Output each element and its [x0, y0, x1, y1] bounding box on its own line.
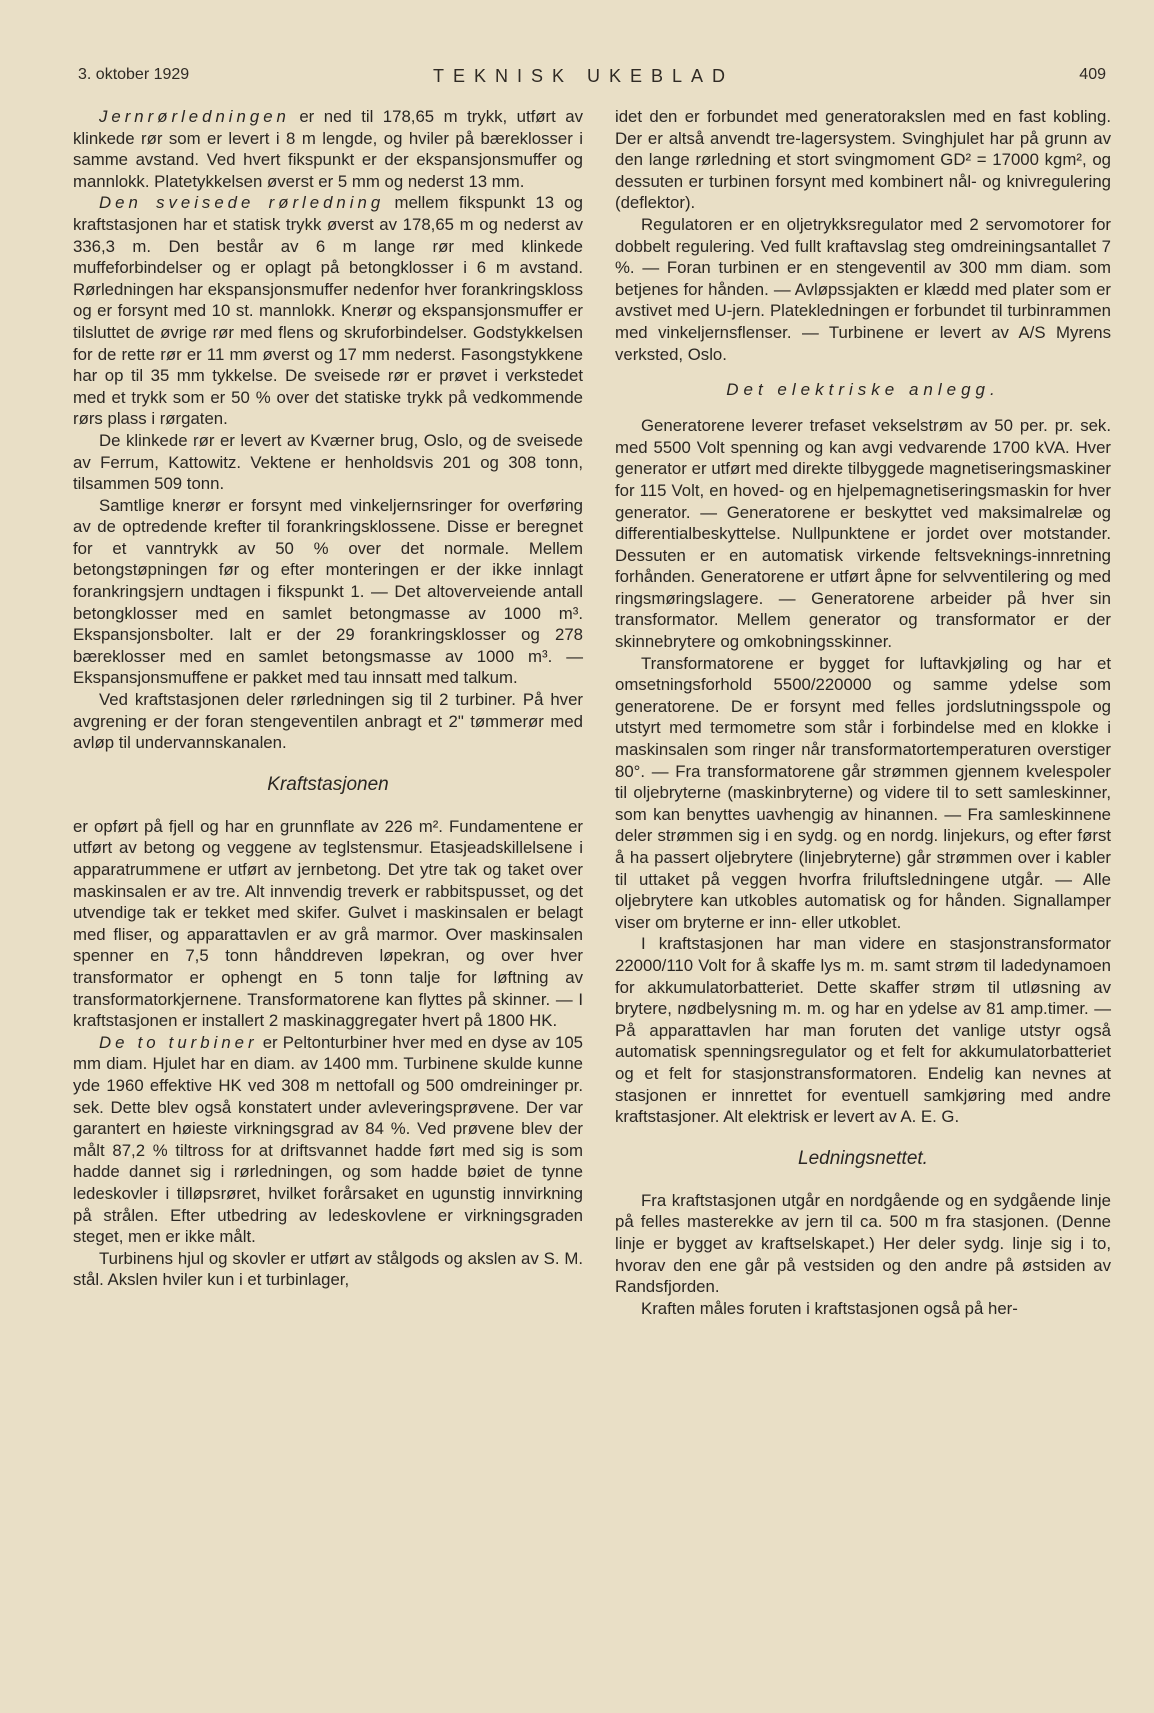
section-heading-kraftstasjonen: Kraftstasjonen: [267, 773, 389, 795]
paragraph-jernrorledningen: Jernrørledningen er ned til 178,65 m trykk, utført av klinkede rør som er levert i 8 m lengde, og hviler på bæreklosser i samme avstand. Ved hvert fikspunkt er der ekspansjonsmuffer og mannlokk. Platetykkelsen øverst er 5 mm og nederst 13 mm.: [73, 107, 583, 191]
header-page-number: 409: [1079, 66, 1106, 83]
paragraph-turbiner: De to turbiner er Peltonturbiner hver med en dyse av 105 mm diam. Hjulet har en diam. av 1400 mm. Turbinene skulde kunne yde 1960 effektive HK ved 308 m nettofall og 500 omdreininger pr. sek. Dette blev også konstatert under avleveringsprøvene. Der var garantert en høieste virkningsgrad av 84 %. Ved prøvene blev der målt 87,2 % tiltross for at driftsvannet hadde ført med sig is som hadde dannet sig i rørledningen, og som hadde bøiet de tynne ledeskovler i tilløpsrøret, hvilket forårsaket en ugunstig innvirkning på strålen. Efter utbedring av ledeskovlene er virkningsgraden steget, men er ikke målt.: [73, 1032, 584, 1247]
section-heading-elektriske-anlegg: Det elektriske anlegg.: [726, 380, 1000, 400]
paragraph-kraftstasjonen: er opført på fjell og har en grunnflate av 226 m². Fundamentene er utført av betong og veggene av teglstensmur. Etasjeadskillelsene i apparatrummene er utført av jernbetong. Det ytre tak og taket over maskinsalen er av tre. Alt innvendig treverk er rabbitspusset, og det utvendige tak er tekket med skifer. Gulvet i maskinsalen er belagt med fliser, og apparattavlen er av grå marmor. Over maskinsalen spenner en 7,5 tonn hånddreven løpekran, og over hver transformator er ophengt en 5 tonn talje for løftning av transformatorkjernene. Transformatorene kan flyttes på skinner. — I kraftstasjonen er installert 2 maskinaggregater hvert på 1800 HK.: [73, 816, 583, 1031]
paragraph-linjer: Fra kraftstasjonen utgår en nordgående og en sydgående linje på felles masterekke av jern til ca. 500 m fra stasjonen. (Denne linje er bygget av kraftselskapet.) Her deler sydg. linje sig i to, hvorav den ene går på vestsiden og den andre på østsiden av Randsfjorden.: [615, 1190, 1111, 1297]
paragraph-sveisede-rorledning: Den sveisede rørledning mellem fikspunkt 13 og kraftstasjonen har et statisk trykk øverst av 178,65 m og nederst av 336,3 m. Den består av 6 m lange rør med klinkede muffeforbindelser og er oplagt på betongklosser i 6 m avstand. Rørledningen har ekspansjonsmuffer nedenfor hver forankringskloss og er forsynt med 10 st. mannlokk. Knerør og ekspansjonsmuffer er tilsluttet de øvrige rør med flens og skruforbindelser. Godstykkelsen for de rette rør er 11 mm øverst og 17 mm nederst. Fasongstykkene har op til 35 mm tykkelse. De sveisede rør er prøvet i verkstedet med et trykk som er 50 % over det statiske trykk på vedkommende rørs plass i rørgaten.: [73, 193, 583, 429]
header-journal-title: TEKNISK UKEBLAD: [433, 66, 735, 86]
paragraph-generatorene: Generatorene leverer trefaset vekselstrøm av 50 per. pr. sek. med 5500 Volt spenning og kan avgi vedvarende 1700 kVA. Hver generator er utført med direkte tilbyggede magnetiseringsmaskiner for 115 Volt, en hoved- og en hjelpemagnetiseringsmaskin for hver generator. — Generatorene er beskyttet ved maksimalrelæ og differentialbeskyttelse. Nullpunktene er jordet over motstander. Dessuten er en automatisk virkende feltsveknings-innretning forhånden. Generatorene er utført åpne for selvventilering og med ringsmøringslagere. — Generatorene arbeider på hver sin transformator. Mellem generator og transformator er der skinnebrytere og omkobningsskinner.: [615, 416, 1111, 652]
running-header: [78, 66, 1106, 90]
lead-term: De to turbiner: [99, 1032, 258, 1052]
lead-term: Jernrørledningen: [99, 107, 290, 126]
paragraph-kraften-males: Kraften måles foruten i kraftstasjonen også på her-: [641, 1298, 1018, 1318]
paragraph-kobling: idet den er forbundet med generatorakslen med en fast kobling. Der er altså anvendt tre-lagersystem. Svinghjulet har på grunn av den lange rørledning et stort svingmoment GD² = 17000 kgm², og dessuten er turbinen forsynt med kombinert nål- og knivregulering (deflektor).: [615, 107, 1111, 213]
paragraph-leverandorer: De klinkede rør er levert av Kværner brug, Oslo, og de sveisede av Ferrum, Kattowitz. Vektene er henholdsvis 201 og 308 tonn, tilsammen 509 tonn.: [73, 430, 583, 494]
paragraph-turbinens-hjul: Turbinens hjul og skovler er utført av stålgods og akslen av S. M. stål. Akslen hviler kun i et turbinlager,: [73, 1248, 583, 1290]
header-date: 3. oktober 1929: [78, 66, 190, 83]
paragraph-transformatorene: Transformatorene er bygget for luftavkjøling og har et omsetningsforhold 5500/220000 og samme ydelse som generatorene. De er forsynt med felles jordslutningsspole og utstyrt med termometre som står i forbindelse med en klokke i maskinsalen som ringer når transformatortemperaturen overstiger 80°. — Fra transformatorene går strømmen gjennem kvelespoler til oljebryterne (maskinbryterne) og videre til to sett samleskinner, som kan benyttes uavhengig av hinannen. — Fra samleskinnene deler strømmen sig i en sydg. og en nordg. linjekurs, og efter først å ha passert oljebrytere (linjebryterne) går strømmen over i kabler til uttaket på veggen hvorfra friluftsledningene utgår. — Alle oljebrytere kan utkobles automatisk og for hånden. Signallamper viser om bryterne er inn- eller utkoblet.: [615, 653, 1111, 932]
right-column: [615, 106, 1111, 1319]
paragraph-knerør: Samtlige knerør er forsynt med vinkeljernsringer for overføring av de optredende krefter til forankringsklossene. Disse er beregnet for et vanntrykk av 50 % over det normale. Mellem betongstøpningen før og efter monteringen er der ikke innlagt forankringsjern undtagen i fikspunkt 1. — Det altoverveiende antall betongklosser med en samlet betongmasse av 1000 m³. Ekspansjonsbolter. Ialt er der 29 forankringsklosser og 278 bæreklosser med en samlet betongsmasse av 1000 m³. — Ekspansjonsmuffene er pakket med tau innsatt med talkum.: [73, 495, 583, 688]
paragraph-avgrening: Ved kraftstasjonen deler rørledningen sig til 2 turbiner. På hver avgrening er der foran stengeventilen anbragt et 2" tømmerør med avløp til undervannskanalen.: [73, 690, 583, 753]
left-column: [73, 106, 583, 1291]
paragraph-stasjonstransformator: I kraftstasjonen har man videre en stasjonstransformator 22000/110 Volt for å skaffe lys m. m. samt strøm til ladedynamoen for akkumulatorbatteriet. Dette skaffer strøm til utløsning av brytere, nødbelysning m. m. og har en ydelse av 81 amp.timer. — På apparattavlen har man foruten det vanlige utstyr også automatisk spenningsregulator og et felt for akkumulatorbatteriet og et felt for stasjonstransformatoren. Endelig kan nevnes at stasjonen er innrettet for eventuell samkjøring med andre kraftstasjoner. Alt elektrisk er levert av A. E. G.: [615, 934, 1111, 1127]
lead-term: Den sveisede rørledning: [99, 193, 385, 213]
section-heading-ledningsnettet: Ledningsnettet.: [798, 1147, 928, 1169]
paragraph-regulatoren: Regulatoren er en oljetrykksregulator med 2 servomotorer for dobbelt regulering. Ved fullt kraftavslag steg omdreiningsantallet 7 %. — Foran turbinen er en stengeventil av 300 mm diam. som betjenes for hånden. — Avløpssjakten er klædd med plater som er avstivet med U-jern. Platekledningen er forbundet til turbinrammen med vinkeljernsflenser. — Turbinene er levert av A/S Myrens verksted, Oslo.: [615, 214, 1111, 364]
